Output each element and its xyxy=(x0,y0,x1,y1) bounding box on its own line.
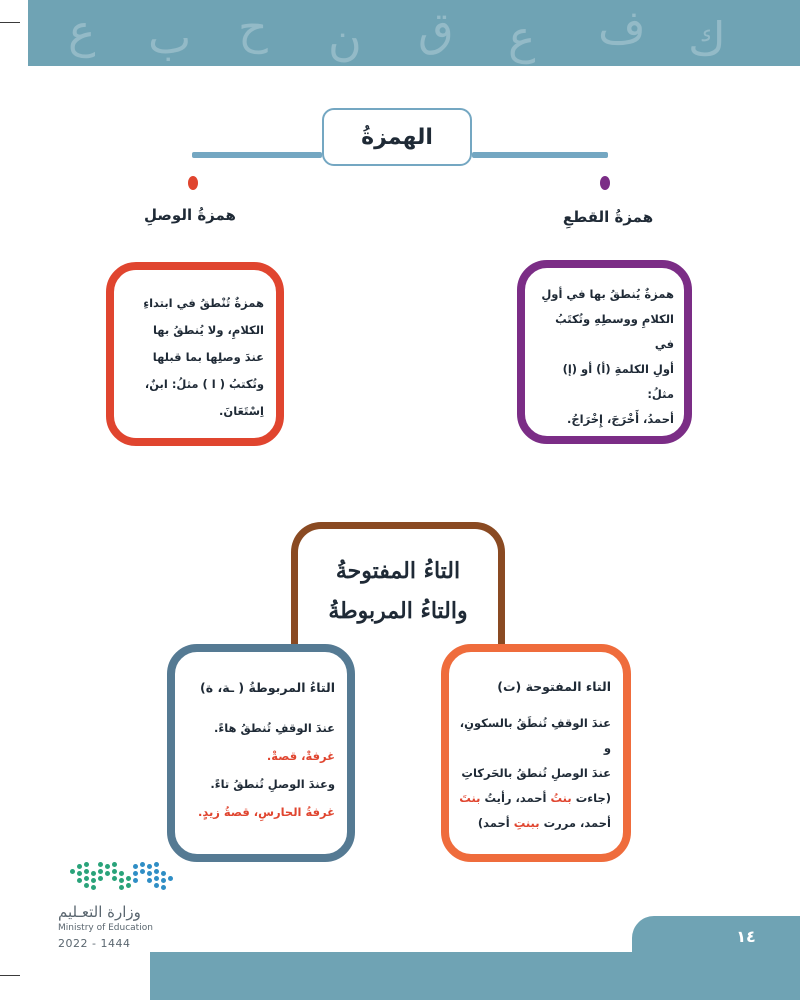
logo-dot xyxy=(91,878,96,883)
logo-dot xyxy=(154,862,159,867)
logo-dot xyxy=(70,869,75,874)
maftuha-text: أحمد، رأيتُ xyxy=(480,791,551,805)
marbuta-line: وعندَ الوصلِ تُنطقُ تاءً. xyxy=(210,777,335,791)
logo-dot xyxy=(168,876,173,881)
ta-title-line2: والتاءُ المربوطةُ xyxy=(328,598,468,624)
logo-dot xyxy=(161,871,166,876)
logo-dot xyxy=(119,885,124,890)
logo-dot xyxy=(84,862,89,867)
maftuha-example-word: بنتَ xyxy=(459,791,481,805)
logo-dot xyxy=(112,869,117,874)
qat-line: أحمدُ، أَخْرَجَ، إِخْرَاجُ. xyxy=(567,412,674,426)
wasl-dot xyxy=(188,176,198,190)
marbuta-example: غرفةُ الحارسِ، قصةُ زيدٍ. xyxy=(197,805,335,819)
logo-dot xyxy=(84,869,89,874)
maftuha-line: عندَ الوقفِ تُنطَقُ بالسكونِ، و xyxy=(459,716,611,755)
logo-dot xyxy=(98,876,103,881)
marbuta-example: غرفةْ، قصةْ. xyxy=(266,749,335,763)
maftuha-text: أحمد) xyxy=(477,816,514,830)
maftuha-box xyxy=(441,644,631,862)
logo-dot xyxy=(98,862,103,867)
logo-dot xyxy=(77,878,82,883)
qat-line: همزةٌ يُنطقُ بها في أولِ xyxy=(541,287,674,301)
hamza-title-box xyxy=(322,108,472,166)
crop-mark xyxy=(0,22,20,23)
edition-year: 2022 - 1444 xyxy=(58,937,131,950)
logo-dot xyxy=(105,871,110,876)
logo-dot xyxy=(126,883,131,888)
wasl-line: الكلامِ، ولا يُنطقُ بها xyxy=(152,323,264,337)
wasl-title: همزةُ الوصلِ xyxy=(144,206,236,224)
ta-title-line1: التاءُ المفتوحةُ xyxy=(335,558,461,584)
logo-dot xyxy=(154,876,159,881)
logo-dot xyxy=(154,883,159,888)
logo-dot xyxy=(147,864,152,869)
decorative-letter: ك xyxy=(688,12,726,66)
page-number-tab xyxy=(632,916,800,956)
logo-dot xyxy=(98,869,103,874)
decorative-letter: ب xyxy=(148,10,192,64)
maftuha-line xyxy=(459,786,611,811)
maftuha-title: التاء المفتوحة (ت) xyxy=(497,679,611,694)
qat-line: أولِ الكلمةِ (أ) أو (إ) مثلُ: xyxy=(562,362,674,401)
ministry-logo xyxy=(70,862,180,896)
decorative-letter: ف xyxy=(598,0,646,54)
logo-dot xyxy=(147,871,152,876)
wasl-line: همزةٌ تُنْطقُ في ابتداءِ xyxy=(143,296,264,310)
logo-dot xyxy=(161,878,166,883)
crop-mark xyxy=(0,975,20,976)
logo-dot xyxy=(105,864,110,869)
logo-dot xyxy=(133,864,138,869)
maftuha-text: أحمد، مررت xyxy=(539,816,611,830)
logo-dot xyxy=(84,876,89,881)
qat-dot xyxy=(600,176,610,190)
hamza-connector-right xyxy=(472,152,608,158)
logo-dot xyxy=(91,871,96,876)
qat-title: همزةُ القطعِ xyxy=(562,208,654,226)
marbuta-box xyxy=(167,644,355,862)
maftuha-line xyxy=(459,811,611,836)
logo-dot xyxy=(161,885,166,890)
wasl-line: عندَ وصلِها بما قبلها xyxy=(152,350,264,364)
maftuha-text: (جاءت xyxy=(571,791,611,805)
logo-dot xyxy=(119,871,124,876)
logo-dot xyxy=(112,876,117,881)
marbuta-title: التاءُ المربوطةُ ( ـة، ة) xyxy=(200,680,335,695)
decorative-letter: ق xyxy=(418,2,454,56)
ministry-name-arabic: وزارة التعـليم xyxy=(58,903,141,921)
logo-dot xyxy=(140,862,145,867)
wasl-line: اِسْتَعَانَ. xyxy=(219,404,264,418)
logo-dot xyxy=(147,878,152,883)
decorative-letter: ع xyxy=(68,4,96,58)
decorative-letter: ع xyxy=(508,10,536,64)
maftuha-example-word: ببنتِ xyxy=(513,816,540,830)
logo-dot xyxy=(91,885,96,890)
logo-dot xyxy=(77,871,82,876)
logo-dot xyxy=(140,869,145,874)
hamza-connector-left xyxy=(192,152,322,158)
logo-dot xyxy=(77,864,82,869)
top-banner xyxy=(28,0,800,66)
maftuha-line: عندَ الوصلِ تُنطقُ بالحَركاتِ xyxy=(461,766,611,780)
logo-dot xyxy=(133,871,138,876)
logo-dot xyxy=(126,876,131,881)
qat-definition-box xyxy=(517,260,692,444)
wasl-definition-box xyxy=(106,262,284,446)
logo-dot xyxy=(133,878,138,883)
maftuha-example-word: بنتُ xyxy=(550,791,572,805)
logo-dot xyxy=(119,878,124,883)
qat-line: الكلامِ ووسطِهِ وتُكتَبُ في xyxy=(555,312,674,351)
wasl-line: وتُكتبُ ( ا ) مثلُ: ابنٌ، xyxy=(144,377,264,391)
logo-dot xyxy=(84,883,89,888)
ministry-name-english: Ministry of Education xyxy=(58,923,153,933)
hamza-title: الهمزةُ xyxy=(361,124,433,150)
logo-dot xyxy=(154,869,159,874)
decorative-letter: ح xyxy=(238,0,268,54)
bottom-strip xyxy=(150,952,800,1000)
decorative-letter: ن xyxy=(328,12,362,66)
marbuta-line: عندَ الوقفِ تُنطقُ هاءً. xyxy=(213,721,335,735)
logo-dot xyxy=(112,862,117,867)
page-number: ١٤ xyxy=(736,926,756,946)
